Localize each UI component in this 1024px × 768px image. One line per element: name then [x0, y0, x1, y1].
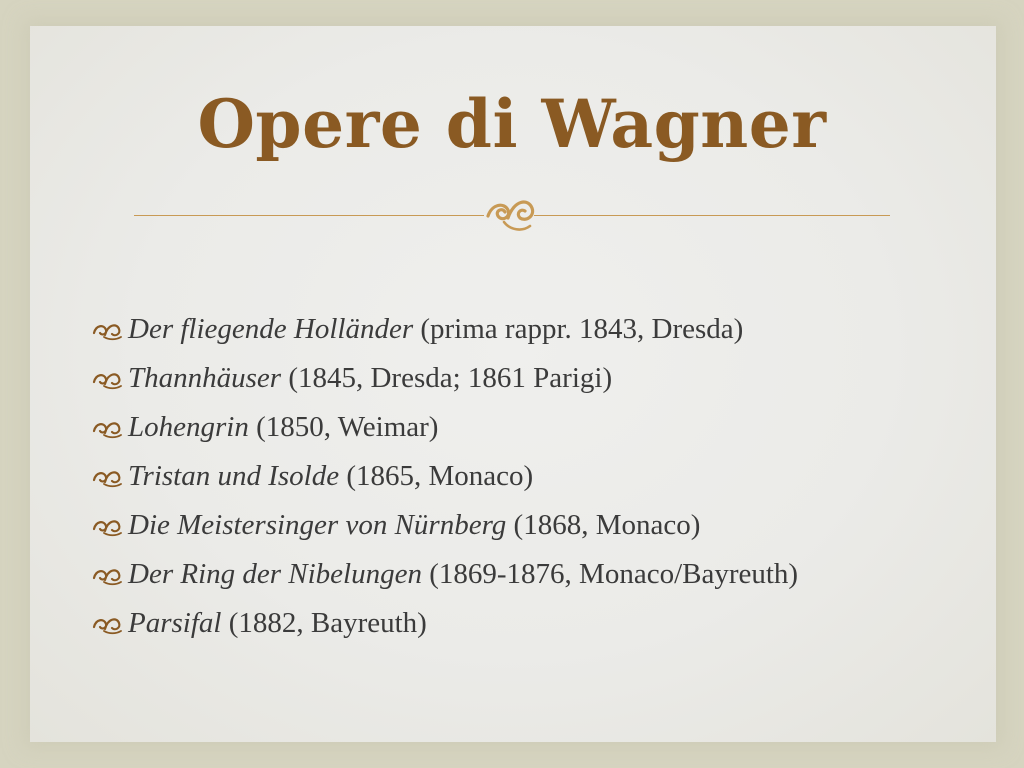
opera-details: (prima rappr. 1843, Dresda) — [413, 313, 744, 345]
opera-details: (1865, Monaco) — [339, 460, 534, 492]
opera-details: (1845, Dresda; 1861 Parigi) — [281, 362, 613, 394]
swirl-bullet-icon — [90, 613, 128, 635]
swirl-bullet-icon — [90, 417, 128, 439]
opera-details: (1868, Monaco) — [506, 509, 701, 541]
list-item — [90, 305, 798, 354]
opera-title: Parsifal — [128, 607, 222, 639]
opera-list — [90, 305, 798, 648]
opera-details: (1850, Weimar) — [248, 411, 439, 443]
swirl-bullet-icon — [90, 319, 128, 341]
opera-details: (1869-1876, Monaco/Bayreuth) — [421, 558, 799, 590]
list-item — [90, 550, 798, 599]
title-rule-right — [534, 215, 890, 216]
list-item — [90, 452, 798, 501]
title-rule-left — [134, 215, 484, 216]
list-item — [90, 403, 798, 452]
opera-details: (1882, Bayreuth) — [221, 607, 427, 639]
slide-title: Opere di Wagner — [197, 85, 827, 163]
opera-title: Thannhäuser — [128, 362, 282, 394]
opera-title: Der fliegende Holländer — [128, 313, 414, 345]
swirl-bullet-icon — [90, 466, 128, 488]
swirl-bullet-icon — [90, 515, 128, 537]
list-item — [90, 354, 798, 403]
swirl-bullet-icon — [90, 564, 128, 586]
flourish-icon — [482, 192, 538, 236]
opera-title: Lohengrin — [128, 411, 249, 443]
opera-title: Der Ring der Nibelungen — [128, 558, 422, 590]
list-item — [90, 501, 798, 550]
opera-title: Tristan und Isolde — [128, 460, 340, 492]
swirl-bullet-icon — [90, 368, 128, 390]
list-item — [90, 599, 798, 648]
opera-title: Die Meistersinger von Nürnberg — [128, 509, 507, 541]
